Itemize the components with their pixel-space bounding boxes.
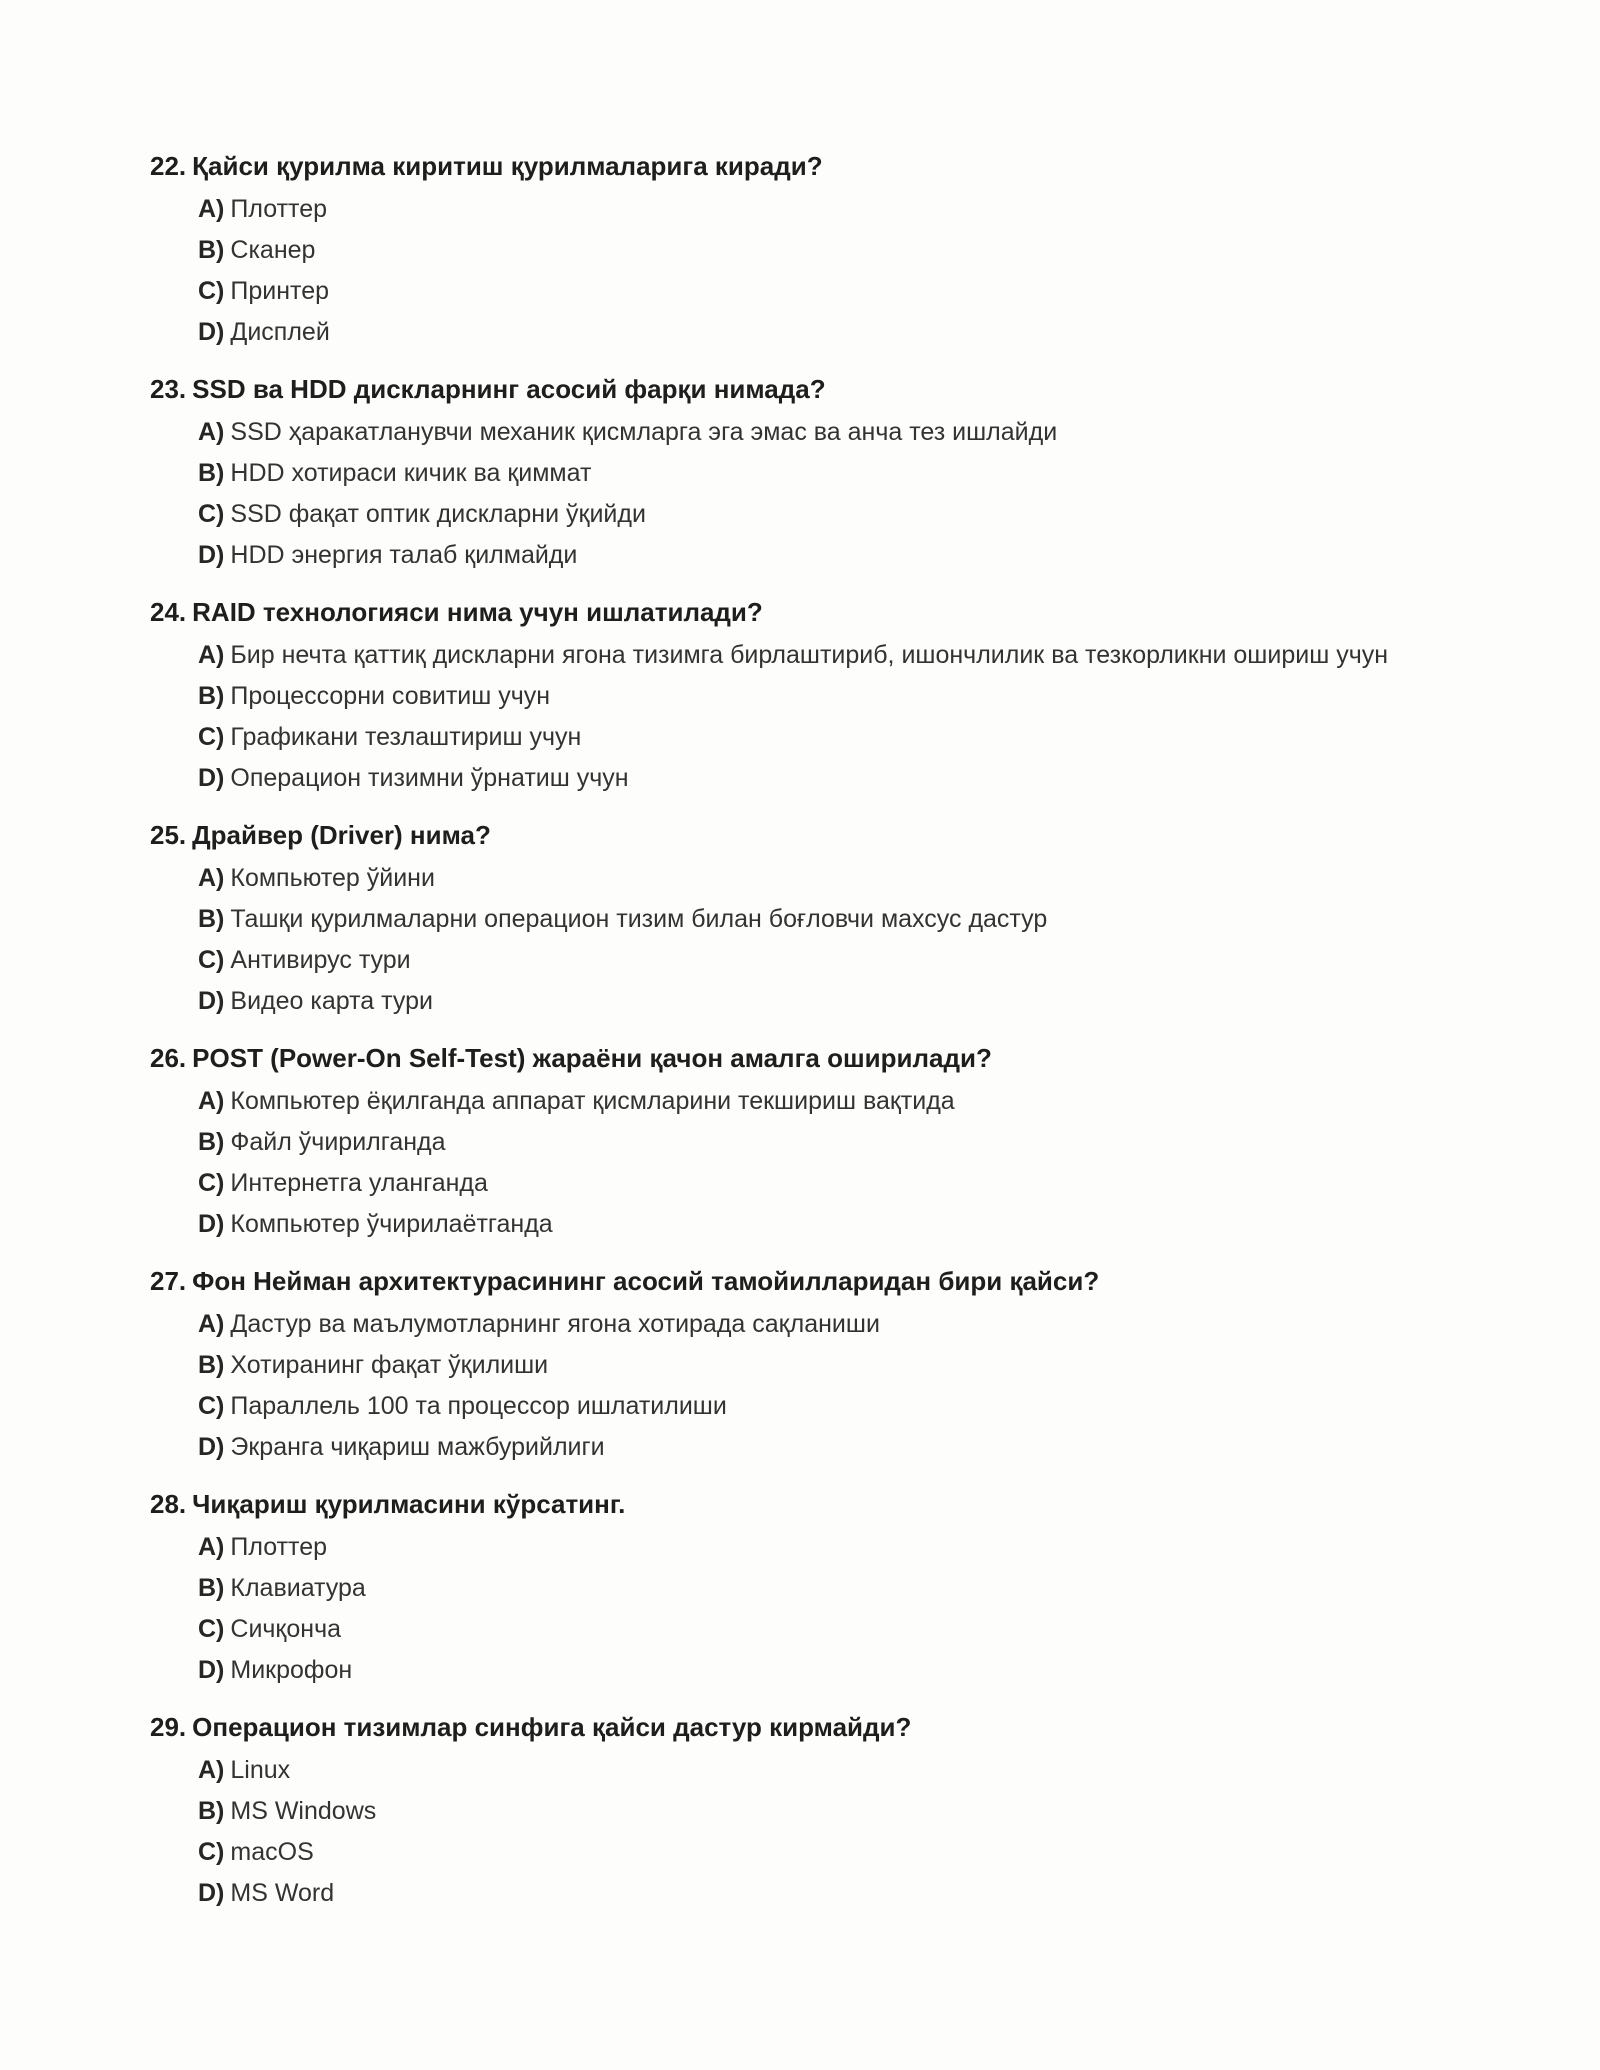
option-letter: B) xyxy=(198,236,225,264)
question-23 xyxy=(150,373,1470,596)
option-letter: C) xyxy=(198,946,225,974)
option-letter: D) xyxy=(198,1433,225,1461)
option-a xyxy=(198,863,1470,904)
question-22 xyxy=(150,150,1470,373)
question-number: 22. xyxy=(150,151,187,181)
option-letter: A) xyxy=(198,1310,225,1338)
quiz-page xyxy=(150,150,1470,1934)
option-letter: D) xyxy=(198,764,225,792)
option-letter: D) xyxy=(198,1656,225,1684)
options-list xyxy=(150,1086,1470,1250)
option-text: Операцион тизимни ўрнатиш учун xyxy=(230,764,629,792)
question-text: Операцион тизимлар синфига қайси дастур кирмайди? xyxy=(192,1712,912,1742)
option-letter: D) xyxy=(198,987,225,1015)
option-b xyxy=(198,1350,1470,1391)
option-text: Плоттер xyxy=(230,195,328,223)
option-text: Компьютер ўйини xyxy=(230,864,435,892)
options-list xyxy=(150,1309,1470,1473)
question-text: Драйвер (Driver) нима? xyxy=(192,820,491,850)
option-text: HDD хотираси кичик ва қиммат xyxy=(230,459,592,487)
question-title xyxy=(150,819,1470,851)
option-letter: B) xyxy=(198,1797,225,1825)
option-text: Файл ўчирилганда xyxy=(230,1128,446,1156)
option-letter: B) xyxy=(198,1128,225,1156)
option-letter: B) xyxy=(198,905,225,933)
options-list xyxy=(150,417,1470,581)
option-c xyxy=(198,1614,1470,1655)
option-a xyxy=(198,194,1470,235)
question-number: 28. xyxy=(150,1489,187,1519)
option-text: Дисплей xyxy=(230,318,330,346)
option-c xyxy=(198,945,1470,986)
option-text: Сичқонча xyxy=(230,1615,342,1643)
option-text: Процессорни совитиш учун xyxy=(230,682,551,710)
option-letter: C) xyxy=(198,1615,225,1643)
option-text: Компьютер ўчирилаётганда xyxy=(230,1210,553,1238)
options-list xyxy=(150,1532,1470,1696)
option-letter: B) xyxy=(198,459,225,487)
option-letter: B) xyxy=(198,1351,225,1379)
option-text: Антивирус тури xyxy=(230,946,411,974)
options-list xyxy=(150,1755,1470,1919)
option-c xyxy=(198,1837,1470,1878)
option-letter: B) xyxy=(198,1574,225,1602)
question-number: 24. xyxy=(150,597,187,627)
option-text: Плоттер xyxy=(230,1533,328,1561)
option-a xyxy=(198,1755,1470,1796)
question-number: 25. xyxy=(150,820,187,850)
option-text: Параллель 100 та процессор ишлатилиши xyxy=(230,1392,727,1420)
option-letter: A) xyxy=(198,195,225,223)
question-title xyxy=(150,1042,1470,1074)
question-title xyxy=(150,1488,1470,1520)
option-b xyxy=(198,235,1470,276)
option-text: macOS xyxy=(230,1838,314,1866)
option-letter: C) xyxy=(198,500,225,528)
question-title xyxy=(150,1711,1470,1743)
option-d xyxy=(198,763,1470,804)
option-letter: C) xyxy=(198,1392,225,1420)
option-text: Ташқи қурилмаларни операцион тизим билан боғловчи махсус дастур xyxy=(230,905,1048,933)
option-d xyxy=(198,1209,1470,1250)
option-letter: B) xyxy=(198,682,225,710)
option-text: Дастур ва маълумотларнинг ягона хотирада сақланиши xyxy=(230,1310,880,1338)
question-title xyxy=(150,373,1470,405)
option-text: SSD фақат оптик дискларни ўқийди xyxy=(230,500,646,528)
question-text: SSD ва HDD дискларнинг асосий фарқи нимада? xyxy=(192,374,826,404)
question-title xyxy=(150,1265,1470,1297)
option-letter: A) xyxy=(198,418,225,446)
option-d xyxy=(198,317,1470,358)
question-number: 29. xyxy=(150,1712,187,1742)
question-25 xyxy=(150,819,1470,1042)
option-d xyxy=(198,986,1470,1027)
question-number: 23. xyxy=(150,374,187,404)
option-text: Сканер xyxy=(230,236,316,264)
option-letter: A) xyxy=(198,864,225,892)
option-text: Микрофон xyxy=(230,1656,353,1684)
question-text: Қайси қурилма киритиш қурилмаларига киради? xyxy=(192,151,823,181)
option-text: Хотиранинг фақат ўқилиши xyxy=(230,1351,549,1379)
question-24 xyxy=(150,596,1470,819)
option-a xyxy=(198,1086,1470,1127)
question-28 xyxy=(150,1488,1470,1711)
option-a xyxy=(198,1532,1470,1573)
option-c xyxy=(198,722,1470,763)
option-text: SSD ҳаракатланувчи механик қисмларга эга эмас ва анча тез ишлайди xyxy=(230,418,1058,446)
option-d xyxy=(198,1655,1470,1696)
option-letter: C) xyxy=(198,277,225,305)
option-letter: D) xyxy=(198,318,225,346)
option-text: Клавиатура xyxy=(230,1574,366,1602)
question-27 xyxy=(150,1265,1470,1488)
option-text: Бир нечта қаттиқ дискларни ягона тизимга бирлаштириб, ишончлилик ва тезкорликни ошириш учун xyxy=(230,641,1389,669)
option-b xyxy=(198,1796,1470,1837)
question-26 xyxy=(150,1042,1470,1265)
option-text: Компьютер ёқилганда аппарат қисмларини текшириш вақтида xyxy=(230,1087,955,1115)
option-letter: D) xyxy=(198,1879,225,1907)
option-letter: A) xyxy=(198,1087,225,1115)
option-b xyxy=(198,458,1470,499)
question-text: RAID технологияси нима учун ишлатилади? xyxy=(192,597,763,627)
option-c xyxy=(198,1168,1470,1209)
option-letter: C) xyxy=(198,1169,225,1197)
option-c xyxy=(198,499,1470,540)
option-text: MS Windows xyxy=(230,1797,377,1825)
option-letter: D) xyxy=(198,1210,225,1238)
option-text: Принтер xyxy=(230,277,330,305)
option-text: Экранга чиқариш мажбурийлиги xyxy=(230,1433,605,1461)
option-text: Графикани тезлаштириш учун xyxy=(230,723,582,751)
question-text: Чиқариш қурилмасини кўрсатинг. xyxy=(192,1489,626,1519)
option-letter: C) xyxy=(198,723,225,751)
option-c xyxy=(198,1391,1470,1432)
option-text: Linux xyxy=(230,1756,291,1784)
question-title xyxy=(150,150,1470,182)
option-text: Интернетга уланганда xyxy=(230,1169,488,1197)
option-c xyxy=(198,276,1470,317)
question-text: Фон Нейман архитектурасининг асосий тамойилларидан бири қайси? xyxy=(192,1266,1100,1296)
option-letter: D) xyxy=(198,541,225,569)
option-d xyxy=(198,1878,1470,1919)
option-letter: C) xyxy=(198,1838,225,1866)
question-title xyxy=(150,596,1470,628)
question-29 xyxy=(150,1711,1470,1934)
question-number: 26. xyxy=(150,1043,187,1073)
option-letter: A) xyxy=(198,1756,225,1784)
option-a xyxy=(198,640,1470,681)
option-text: MS Word xyxy=(230,1879,335,1907)
option-text: HDD энергия талаб қилмайди xyxy=(230,541,578,569)
option-b xyxy=(198,904,1470,945)
question-number: 27. xyxy=(150,1266,187,1296)
question-text: POST (Power-On Self-Test) жараёни қачон амалга оширилади? xyxy=(192,1043,992,1073)
option-d xyxy=(198,1432,1470,1473)
option-b xyxy=(198,1127,1470,1168)
options-list xyxy=(150,863,1470,1027)
option-letter: A) xyxy=(198,1533,225,1561)
options-list xyxy=(150,640,1470,804)
option-b xyxy=(198,681,1470,722)
option-letter: A) xyxy=(198,641,225,669)
option-a xyxy=(198,1309,1470,1350)
option-b xyxy=(198,1573,1470,1614)
options-list xyxy=(150,194,1470,358)
option-a xyxy=(198,417,1470,458)
option-d xyxy=(198,540,1470,581)
option-text: Видео карта тури xyxy=(230,987,433,1015)
